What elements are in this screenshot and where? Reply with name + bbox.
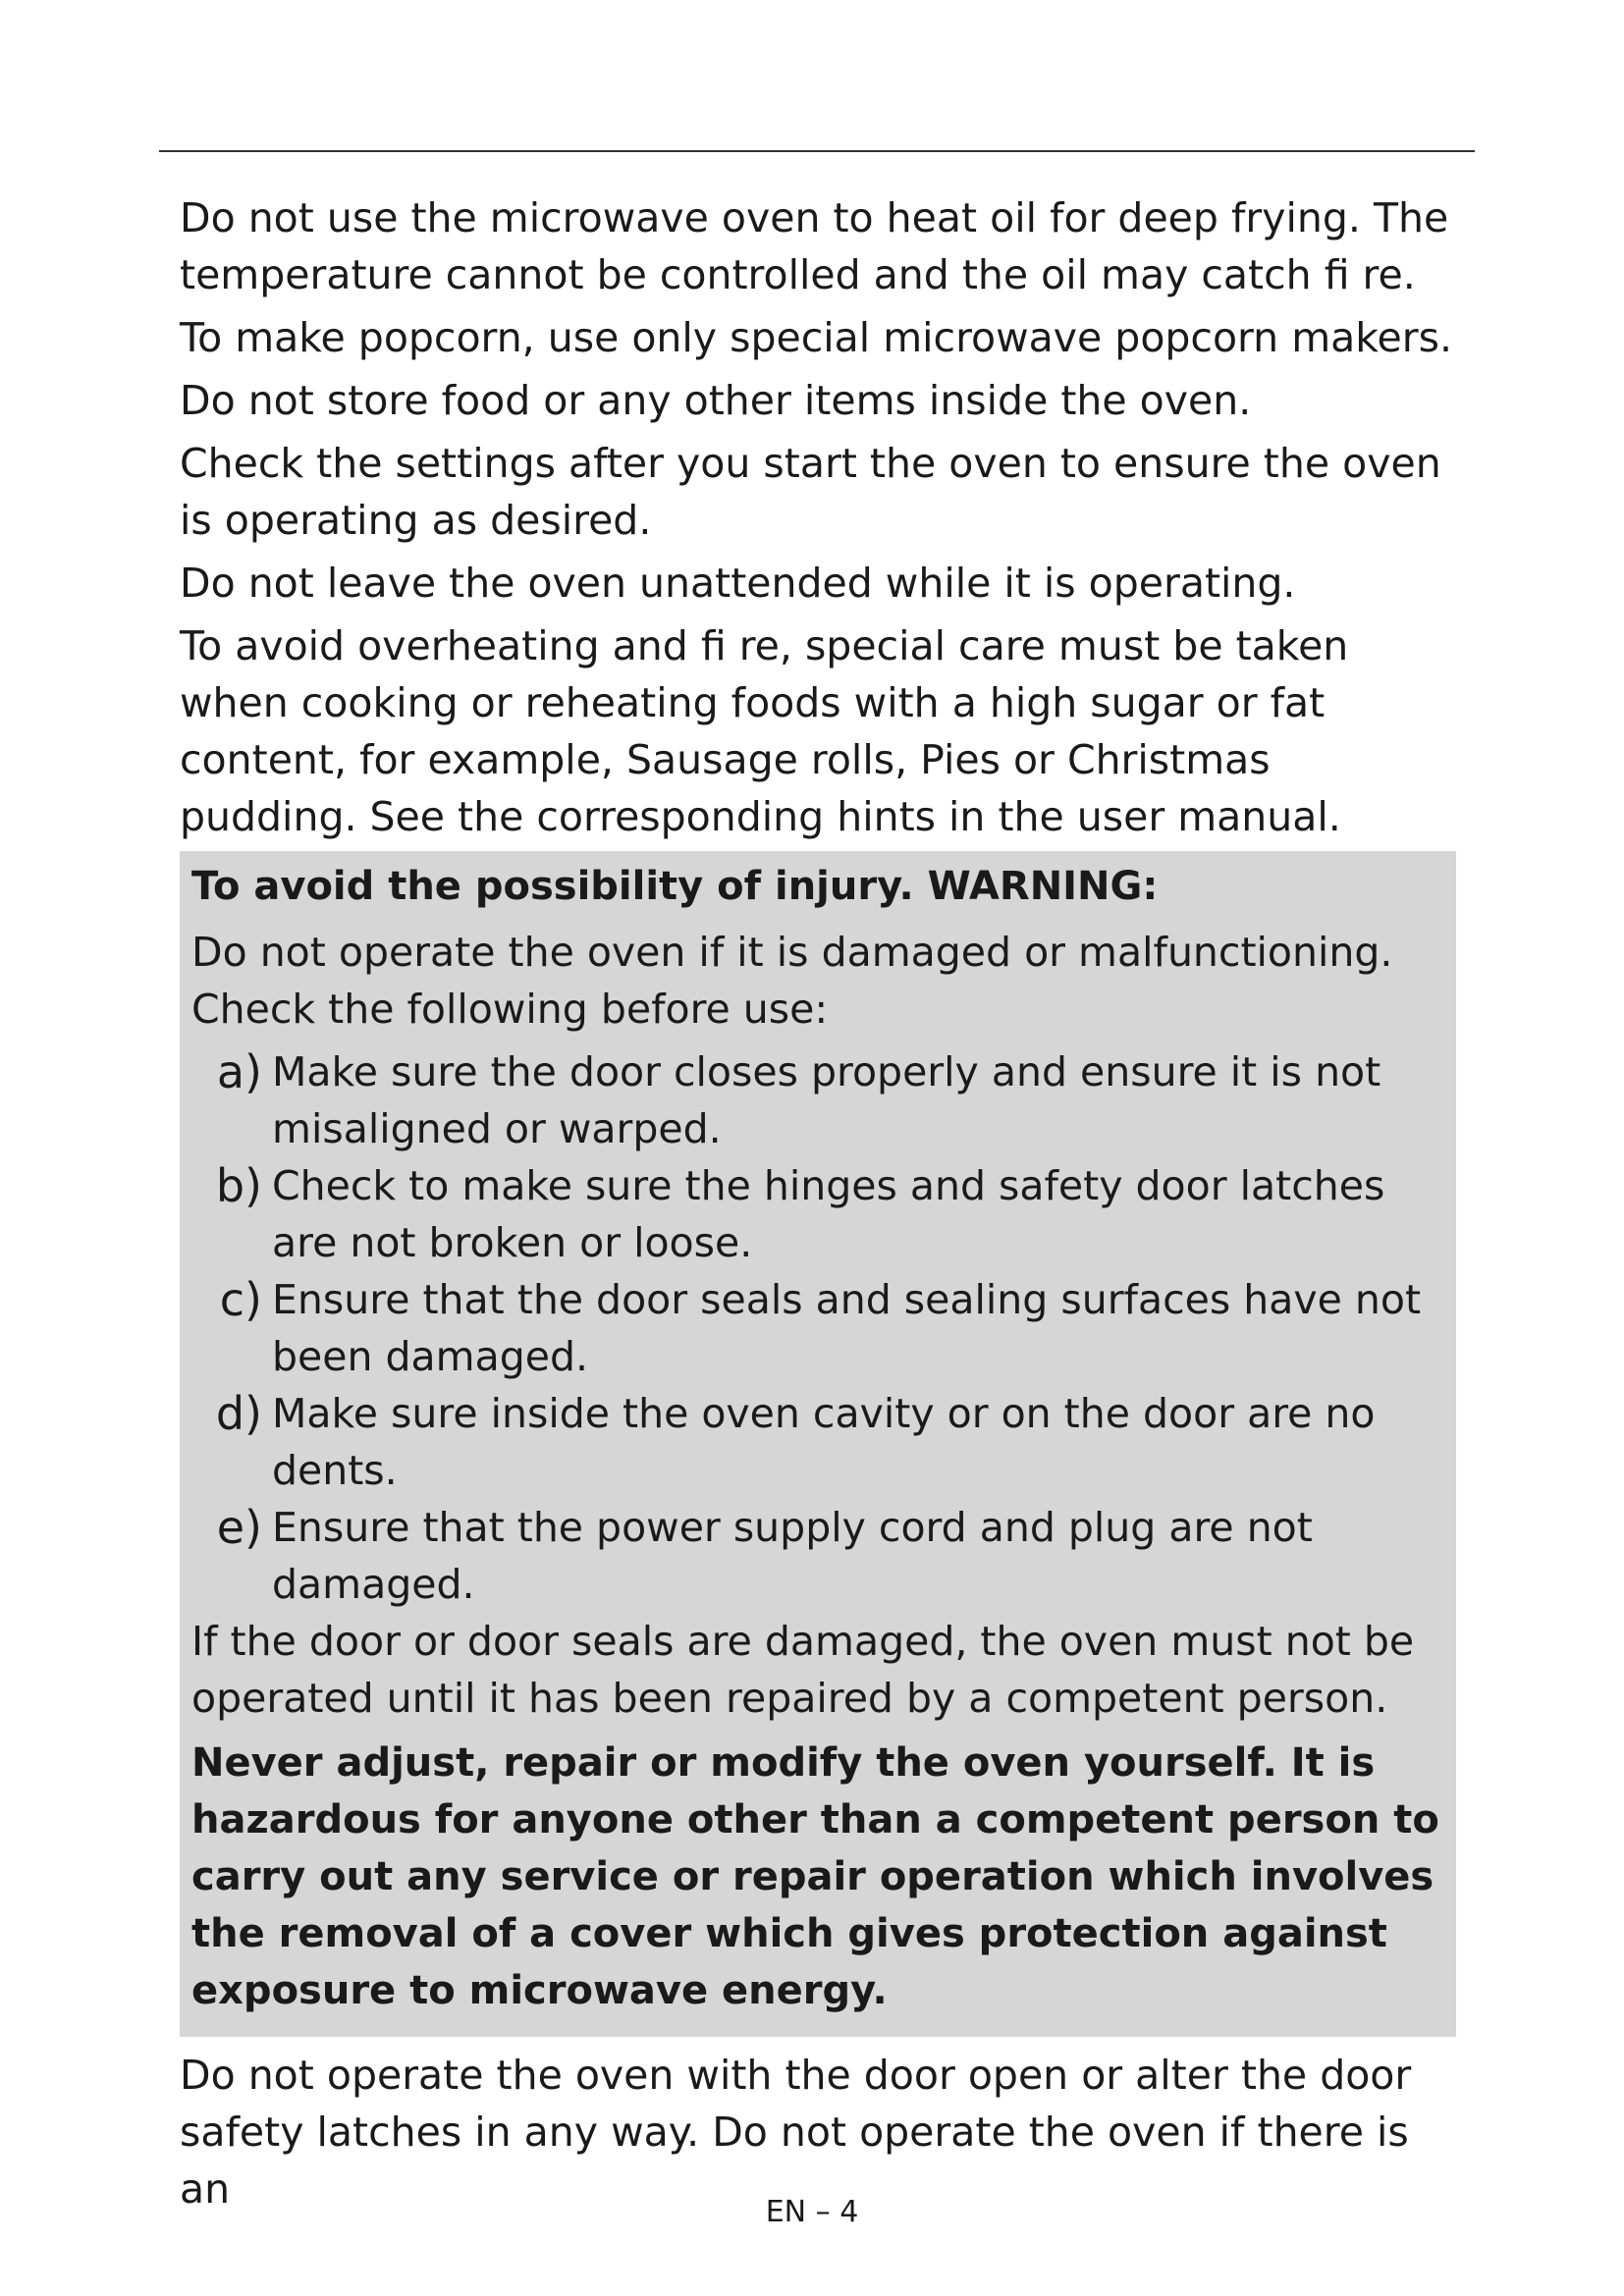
page-content — [180, 189, 1456, 2223]
warning-box — [180, 851, 1456, 2037]
paragraph-unattended: Do not leave the oven unattended while it is operating. — [180, 560, 1296, 607]
checklist-letter: b) — [215, 1159, 262, 1212]
checklist-text: Check to make sure the hinges and safety door latches are not broken or loose. — [272, 1162, 1385, 1266]
checklist-text: Make sure the door closes properly and ensure it is not misaligned or warped. — [272, 1048, 1381, 1152]
paragraph-door-open: Do not operate the oven with the door open or alter the door safety latches in any way. Do not operate the oven if there is an — [180, 2052, 1412, 2213]
checklist-letter: c) — [219, 1273, 262, 1326]
paragraph-popcorn: To make popcorn, use only special microwave popcorn makers. — [180, 314, 1453, 361]
warning-bold-statement: Never adjust, repair or modify the oven yourself. It is hazardous for anyone other than a competent person to carry out any service or repair operation which involves the removal of a cover which gives protection against exposure to microwave energy. — [191, 1740, 1439, 2013]
paragraph-deep-frying: Do not use the microwave oven to heat oil for deep frying. The temperature cannot be controlled and the oil may catch fi re. — [180, 194, 1449, 298]
paragraph-check-settings: Check the settings after you start the oven to ensure the oven is operating as desired. — [180, 440, 1441, 544]
checklist — [191, 1043, 1444, 1613]
warning-intro: Do not operate the oven if it is damaged or malfunctioning. Check the following before use: — [191, 929, 1393, 1033]
checklist-item-e — [191, 1499, 1444, 1613]
checklist-letter: a) — [216, 1045, 262, 1098]
checklist-item-c — [191, 1271, 1444, 1385]
paragraph-storage: Do not store food or any other items inside the oven. — [180, 377, 1252, 424]
header-rule — [159, 150, 1475, 152]
checklist-item-a — [191, 1043, 1444, 1157]
checklist-item-b — [191, 1157, 1444, 1271]
checklist-item-d — [191, 1385, 1444, 1499]
checklist-text: Ensure that the power supply cord and plug are not damaged. — [272, 1504, 1313, 1608]
checklist-text: Ensure that the door seals and sealing surfaces have not been damaged. — [272, 1276, 1422, 1380]
paragraph-overheating: To avoid overheating and fi re, special care must be taken when cooking or reheating foods with a high sugar or fat content, for example, Sausage rolls, Pies or Christmas pudding. See the corresponding hints in the user manual. — [180, 622, 1349, 840]
checklist-letter: e) — [216, 1501, 262, 1554]
warning-after: If the door or door seals are damaged, the oven must not be operated until it has been repaired by a competent person. — [191, 1618, 1415, 1722]
checklist-text: Make sure inside the oven cavity or on the door are no dents. — [272, 1390, 1376, 1494]
warning-title: To avoid the possibility of injury. WARNING: — [191, 864, 1159, 909]
checklist-letter: d) — [215, 1387, 262, 1440]
page-number: EN – 4 — [765, 2195, 859, 2229]
